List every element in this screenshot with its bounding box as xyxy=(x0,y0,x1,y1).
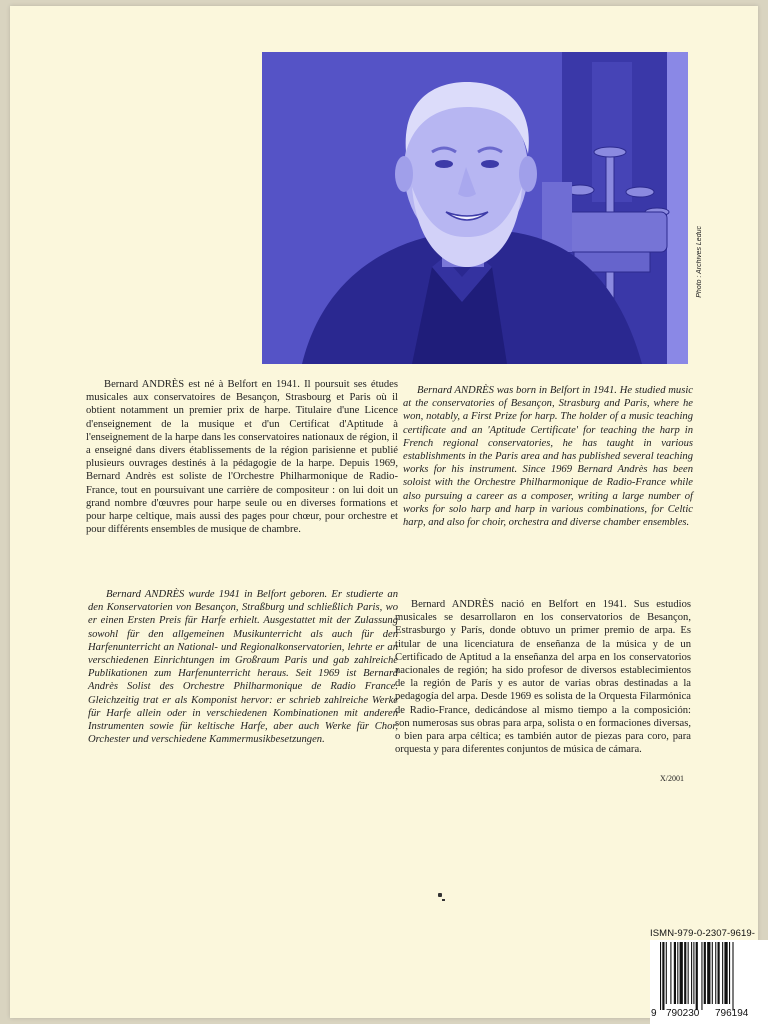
barcode-bar xyxy=(718,942,720,1004)
barcode-bar xyxy=(691,942,692,1004)
barcode-bar xyxy=(677,942,678,1004)
back-cover-page xyxy=(10,6,758,1018)
barcode-digit-prefix: 9 xyxy=(651,1008,657,1019)
biography-french: Bernard ANDRÈS est né à Belfort en 1941. Il poursuit ses études musicales aux conservatoires de Besançon, Strasbourg et Paris où il obtient notamment un premier prix de harpe. Titulaire d'une Licence d'enseignement de la musique et d'un Certificat d'Aptitude à l'enseignement de la harpe dans les conservatoires nationaux de région, il a enseigné dans divers établissements de la région parisienne et publié plusieurs ouvrages destinés à la pédagogie de la harpe. Depuis 1969, Bernard Andrès est soliste de l'Orchestre Philharmonique de Radio-France, tout en poursuivant une carrière de compositeur : on lui doit un grand nombre d'œuvres pour harpe seule ou en diverses formations et pour harpe celtique, mais aussi des pages pour chœur, pour orchestre et pour différents ensembles de musique de chambre. xyxy=(86,379,398,536)
barcode-bar xyxy=(701,942,702,1010)
biography-english: Bernard ANDRÈS was born in Belfort in 1941. He studied music at the conservatories of Besançon, Strasburg and Paris, where he won, notably, a First Prize for harp. The holder of a music teaching certificate and an 'Aptitude Certificate' for teaching the harp in French regional conservatories, he has taught in various establishments in the Paris area and has published several teaching works for his instrument. Since 1969 Bernard Andrès has been soloist with the Orchestre Philharmonique de Radio-France while also pursuing a career as a composer, writing a large number of works for solo harp and harp in various combinations, for Celtic harp, and also for choir, orchestra and diverse chamber ensembles. xyxy=(403,385,693,529)
barcode-bar xyxy=(724,942,727,1004)
barcode-bar xyxy=(729,942,730,1004)
print-speck xyxy=(438,893,442,897)
portrait-illustration xyxy=(262,52,688,364)
barcode-bar xyxy=(707,942,710,1004)
barcode-bar xyxy=(722,942,723,1004)
ismn-number: ISMN-979-0-2307-9619- xyxy=(650,928,756,939)
barcode-bar xyxy=(662,942,664,1010)
publication-date: X/2001 xyxy=(660,774,684,783)
barcode-bar xyxy=(688,942,689,1004)
barcode-digits-right: 796194 xyxy=(715,1008,749,1019)
barcode-bar xyxy=(712,942,713,1004)
barcode-bar xyxy=(666,942,667,1004)
barcode-bars xyxy=(650,940,768,1010)
barcode xyxy=(650,940,768,1024)
barcode-bar xyxy=(696,942,698,1010)
barcode-bar xyxy=(704,942,706,1004)
photo-credit: Photo : Archives Leduc xyxy=(696,226,703,298)
barcode-bar xyxy=(693,942,694,1004)
barcode-bar xyxy=(715,942,716,1004)
barcode-digits-left: 790230 xyxy=(666,1008,700,1019)
biography-spanish: Bernard ANDRÈS nació en Belfort en 1941. Sus estudios musicales se desarrollaron en los conservatorios de Besançon, Estrasburgo y París, donde obtuvo un primer premio de arpa. Es titular de una licenciatura de enseñanza de la música y de un Certificado de Aptitud a la enseñanza del arpa en los conservatorios nacionales de región; ha sido profesor de diversos establecimientos de la región de París y es autor de varias obras destinadas a la pedagogía del arpa. Desde 1969 es solista de la Orquesta Filarmónica de Radio-France, dedicándose al mismo tiempo a la composición: son numerosas sus obras para arpa, solista o en formaciones diversas, o bien para arpa céltica; es también autor de piezas para coro, para orquesta y para diferentes conjuntos de música de cámara. xyxy=(395,599,691,756)
barcode-bar xyxy=(684,942,686,1004)
barcode-bar xyxy=(674,942,676,1004)
barcode-bar xyxy=(660,942,661,1010)
barcode-bar xyxy=(680,942,683,1004)
barcode-bar xyxy=(670,942,671,1004)
composer-portrait-photo xyxy=(262,52,688,364)
print-speck xyxy=(442,899,445,901)
biography-german: Bernard ANDRÈS wurde 1941 in Belfort geboren. Er studierte an den Konservatorien von Besançon, Straßburg und schließlich Paris, wo er einen Ersten Preis für Harfe erhielt. Ausgestattet mit der Zulassung sowohl für den allgemeinen Musikunterricht als auch für den Harfenunterricht an National- und Regionalkonservatorien, lehrte er an verschiedenen Einrichtungen im Großraum Paris und gab zahlreiche Publikationen zum Harfenunterricht heraus. Seit 1969 ist Bernard Andrès Solist des Orchestre Philharmonique de Radio France. Gleichzeitig trat er als Komponist hervor: er schrieb zahlreiche Werke für Harfe allein oder in verschiedenen Kombinationen mit anderen Instrumenten sowie für keltische Harfe, aber auch Werke für Chor, Orchester und verschiedene Kammermusikbesetzungen. xyxy=(88,589,398,746)
barcode-bar xyxy=(732,942,733,1010)
